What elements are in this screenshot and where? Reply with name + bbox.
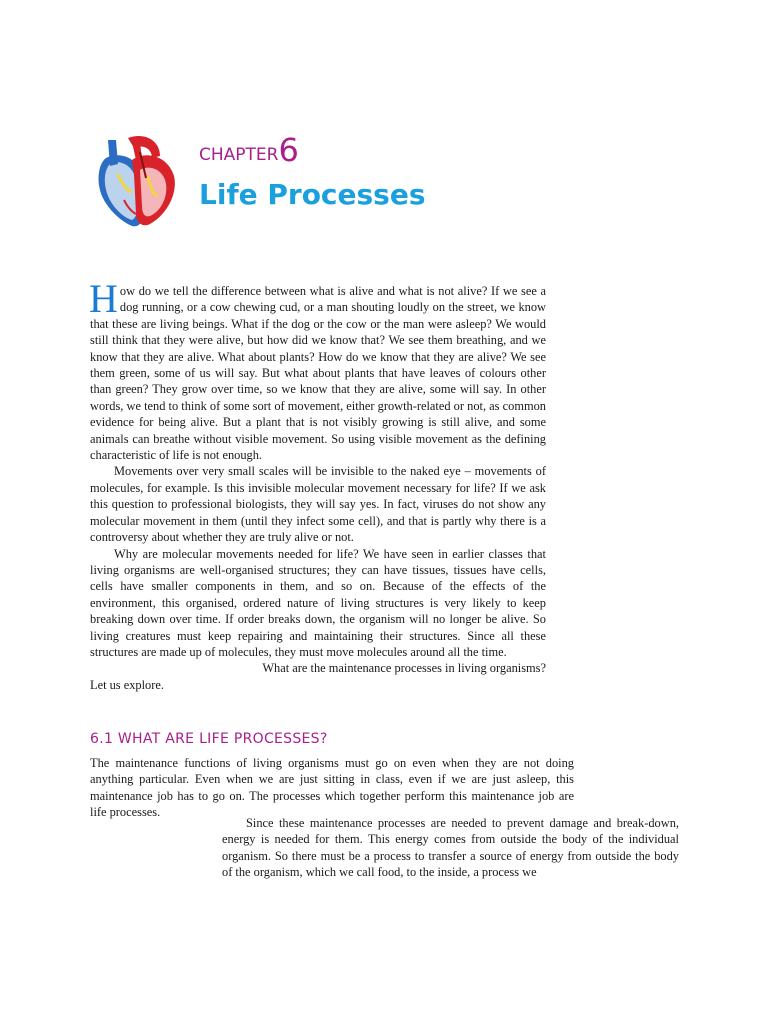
heart-diagram-icon — [88, 130, 188, 230]
section-column-text — [222, 815, 679, 881]
intro-paragraph-4 — [90, 660, 546, 693]
chapter-number: 6 — [278, 131, 299, 169]
intro-paragraph-1 — [89, 276, 546, 463]
section-heading: 6.1 WHAT ARE LIFE PROCESSES? — [90, 731, 328, 747]
intro-paragraph-3: Why are molecular movements needed for life? We have seen in earlier classes that living organisms are well-organised structures; they can have tissues, tissues have cells, cells have smaller components in them, and so on. Because of the effects of the environment, this organised, ordered nature of living structures is very likely to keep breaking down over time. If order breaks down, the organism will no longer be alive. So living creatures must keep repairing and maintaining their structures. Since all these structures are made up of molecules, they must move molecules around all the time. — [90, 546, 546, 659]
heart-illustration — [88, 130, 188, 230]
chapter-word: CHAPTER — [199, 145, 279, 165]
section-paragraph-2: Since these maintenance processes are needed to prevent damage and break-down, energy is needed for them. This energy comes from outside the body of the individual organism. So there must be a process to transfer a source of energy from outside the body of the organism, which we call food, to the inside, a process we — [222, 816, 679, 880]
intro-text — [89, 276, 546, 693]
intro-closing: Let us explore. — [90, 677, 164, 692]
chapter-label — [199, 130, 299, 175]
intro-question: What are the maintenance processes in living organisms? — [262, 661, 546, 676]
section-text — [90, 755, 574, 821]
drop-cap: H — [89, 276, 118, 321]
chapter-title: Life Processes — [199, 178, 426, 211]
section-paragraph-1: The maintenance functions of living organisms must go on even when they are not doing anything particular. Even when we are just sitting in class, even if we are just asleep, this maintenance job has to go on. The processes which together perform this maintenance job are life processes. — [90, 756, 574, 820]
intro-paragraph-1-text: ow do we tell the difference between what is alive and what is not alive? If we see a dog running, or a cow chewing cud, or a man shouting loudly on the street, we know that these are living beings. What if the dog or the cow or the man were asleep? We would still think that they were alive, but how did we know that? We see them breathing, and we know that they are alive. What about plants? How do we know that they are alive? We see them green, some of us will say. But what about plants that have leaves of colours other than green? They grow over time, so we know that they are alive, some will say. In other words, we tend to think of some sort of movement, either growth-related or not, as common evidence for being alive. But a plant that is not visibly growing is still alive, and some animals can breathe without visible movement. So using visible movement as the defining characteristic of life is not enough. — [90, 284, 546, 463]
intro-paragraph-2: Movements over very small scales will be invisible to the naked eye – movements of molecules, for example. Is this invisible molecular movement necessary for life? If we ask this question to professional biologists, they will say yes. In fact, viruses do not show any molecular movement in them (until they infect some cell), and that is partly why there is a controversy about whether they are truly alive or not. — [90, 464, 546, 545]
